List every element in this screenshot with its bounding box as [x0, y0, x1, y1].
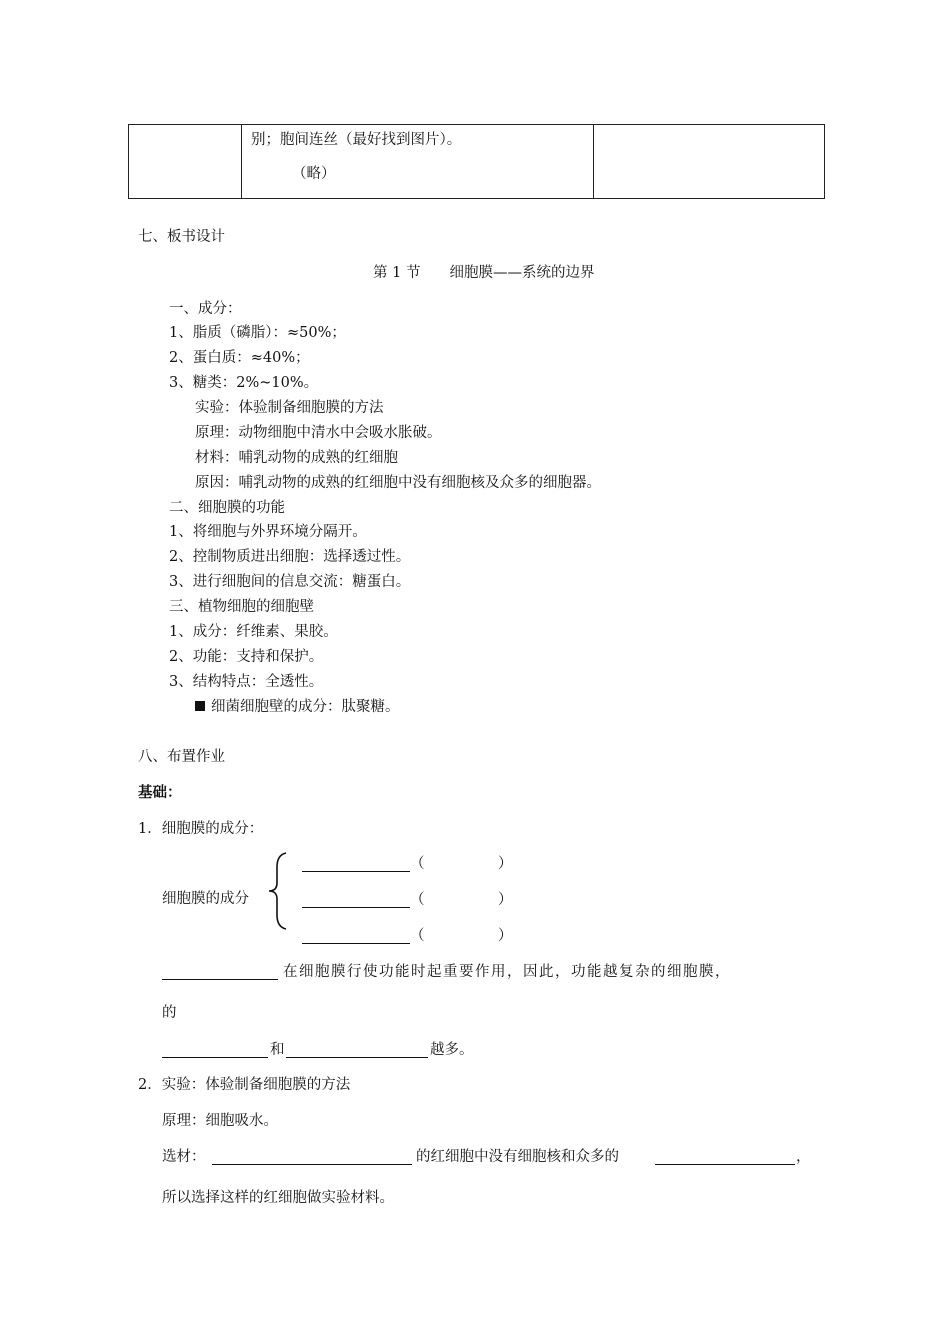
blank-key-component[interactable] [162, 964, 278, 980]
paren-open: （ [410, 892, 425, 908]
q1-end: 越多。 [430, 1042, 474, 1058]
table-cell-left [129, 125, 242, 199]
table-cell-middle [242, 125, 594, 199]
blank-amount[interactable] [286, 1042, 428, 1058]
q2-principle: 原理：细胞吸水。 [162, 1113, 278, 1129]
bb-line: 原因：哺乳动物的成熟的红细胞中没有细胞核及众多的细胞器。 [195, 475, 601, 491]
paren-close: ） [498, 892, 513, 908]
q2-material-label: 选材： [162, 1149, 206, 1165]
bb-line: 一、成分： [169, 301, 242, 317]
paren-open: （ [410, 856, 425, 872]
blank-component-3[interactable] [302, 928, 410, 944]
bb-line: 二、细胞膜的功能 [169, 500, 285, 516]
blank-component-1[interactable] [302, 856, 410, 872]
bb-line: 实验：体验制备细胞膜的方法 [195, 400, 384, 416]
question-1: 1．细胞膜的成分： [138, 821, 264, 837]
q1-sentence: 在细胞膜行使功能时起重要作用，因此，功能越复杂的细胞膜， [283, 964, 731, 980]
q2-last-line: 所以选择这样的红细胞做实验材料。 [162, 1190, 394, 1206]
paren-close: ） [498, 856, 513, 872]
curly-brace-icon [266, 851, 290, 931]
continuation-table [128, 124, 825, 199]
blank-component-2[interactable] [302, 892, 410, 908]
table-text-line1: 别；胞间连丝（最好找到图片）。 [251, 132, 462, 148]
bb-line: 2、蛋白质：≈40%； [169, 350, 310, 366]
q1-de: 的 [162, 1005, 177, 1021]
square-bullet-icon [195, 701, 205, 711]
q2-comma: ， [796, 1149, 811, 1165]
section-7-heading: 七、板书设计 [138, 229, 225, 245]
blank-organelles[interactable] [655, 1149, 795, 1165]
membrane-components-label: 细胞膜的成分 [162, 891, 249, 907]
bb-bullet-text: 细菌细胞壁的成分：肽聚糖。 [211, 699, 400, 715]
blank-material[interactable] [212, 1149, 412, 1165]
blackboard-title: 第 1 节 细胞膜——系统的边界 [373, 265, 595, 281]
table-cell-right [594, 125, 825, 199]
question-2: 2．实验：体验制备细胞膜的方法 [138, 1077, 351, 1093]
section-8-heading: 八、布置作业 [138, 749, 225, 765]
bb-line: 原理：动物细胞中清水中会吸水胀破。 [195, 425, 442, 441]
table-text-line2: （略） [292, 166, 336, 182]
bb-line: 3、糖类：2%~10%。 [169, 375, 319, 391]
bb-line: 3、结构特点：全透性。 [169, 674, 324, 690]
paren-close: ） [498, 928, 513, 944]
bb-line: 3、进行细胞间的信息交流：糖蛋白。 [169, 574, 411, 590]
bb-line: 1、将细胞与外界环境分隔开。 [169, 524, 367, 540]
q2-mid: 的红细胞中没有细胞核和众多的 [416, 1149, 619, 1165]
basic-label: 基础： [138, 784, 182, 801]
bb-line: 1、脂质（磷脂）：≈50%； [169, 325, 346, 341]
blank-type[interactable] [162, 1042, 268, 1058]
bb-line: 三、植物细胞的细胞壁 [169, 599, 314, 615]
bb-line: 1、成分：纤维素、果胶。 [169, 624, 338, 640]
bb-line: 2、功能：支持和保护。 [169, 649, 324, 665]
paren-open: （ [410, 928, 425, 944]
bb-bullet-line [195, 700, 400, 715]
bb-line: 2、控制物质进出细胞：选择透过性。 [169, 549, 411, 565]
bb-line: 材料：哺乳动物的成熟的红细胞 [195, 450, 398, 466]
q1-he: 和 [270, 1042, 285, 1058]
